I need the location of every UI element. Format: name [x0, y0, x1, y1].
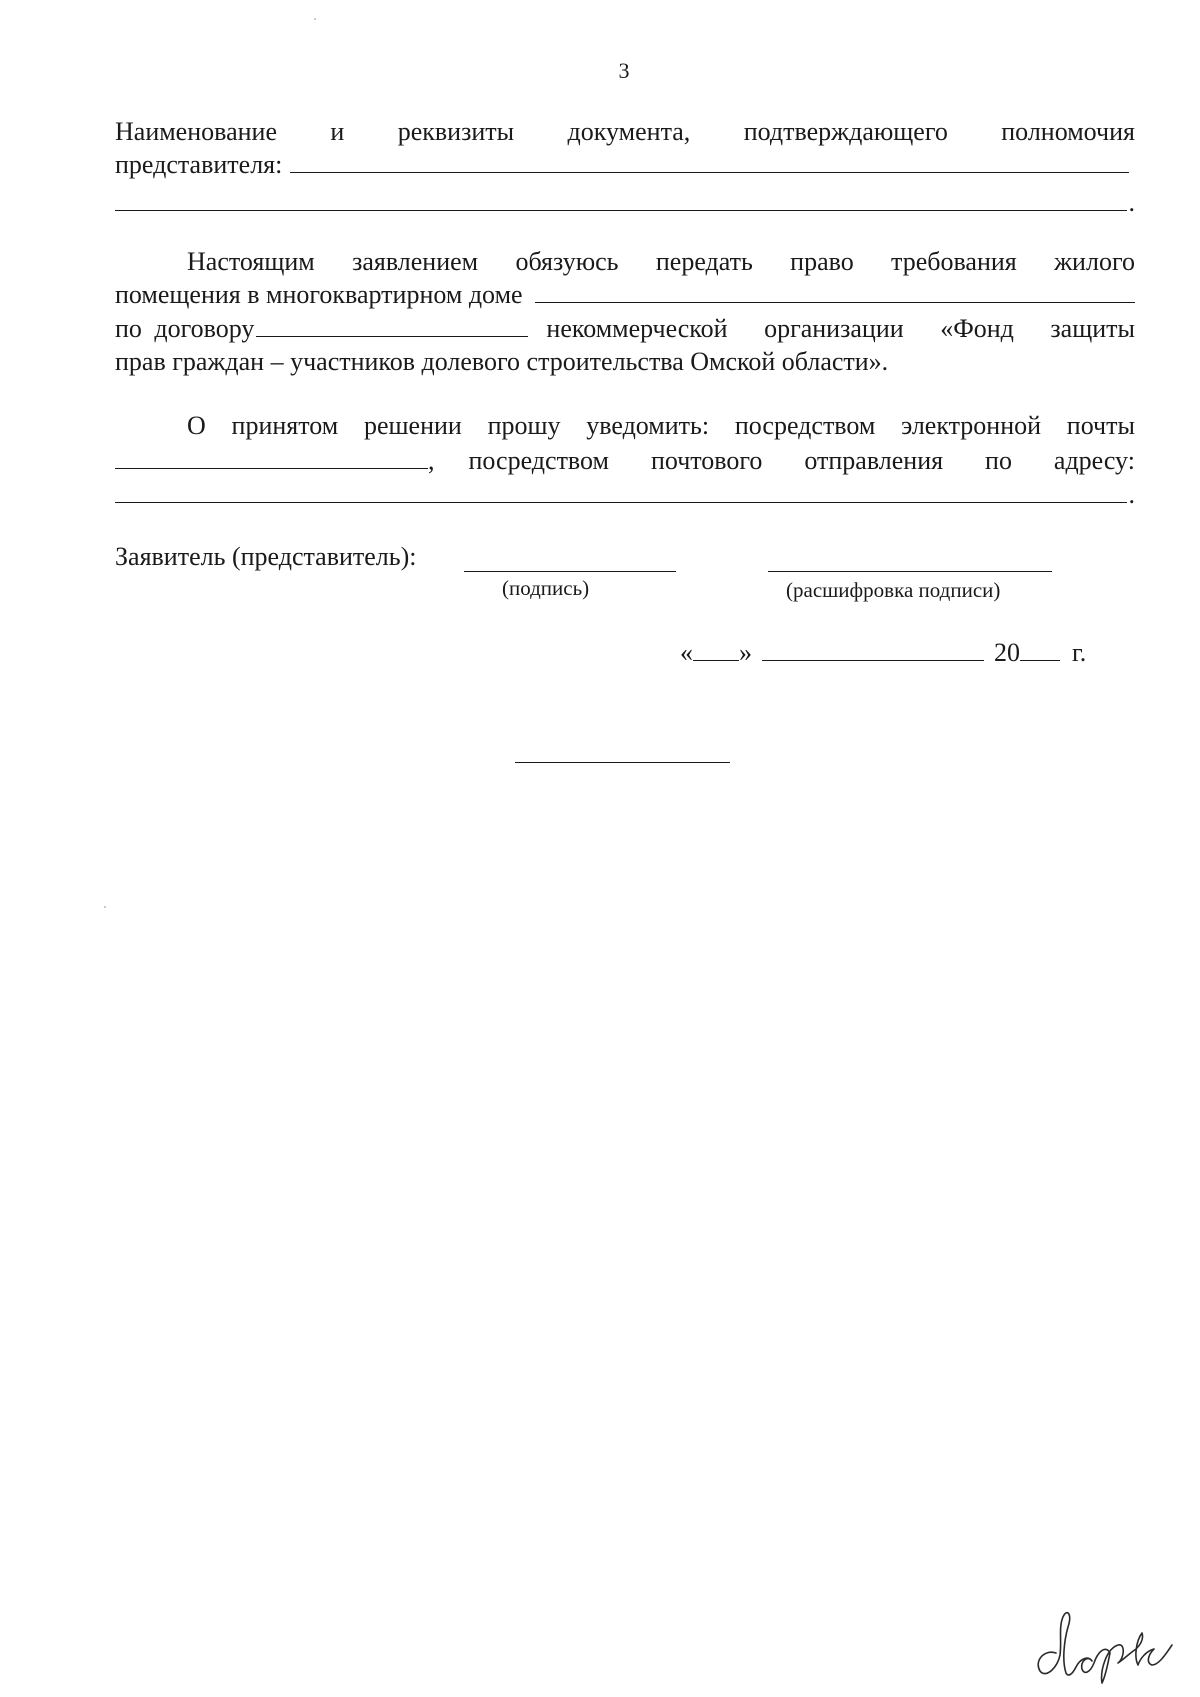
word: Настоящим [187, 247, 315, 276]
organization-words [546, 313, 1135, 345]
word: почтового [650, 446, 763, 475]
word: Наименование [115, 117, 277, 146]
signature-caption: (подпись) [502, 576, 590, 600]
handwritten-initials [1026, 1605, 1186, 1685]
contract-label: по договору [115, 314, 255, 343]
applicant-label: Заявитель (представитель): [115, 542, 417, 571]
word: документа, [567, 117, 691, 146]
word: некоммерческой [546, 314, 728, 343]
year-prefix: 20 [994, 638, 1020, 667]
word: адресу: [1053, 446, 1135, 475]
word: почты [1066, 411, 1135, 440]
word: подтверждающего [743, 117, 948, 146]
transcript-caption: (расшифровка подписи) [786, 578, 1001, 602]
commitment-line-3 [115, 312, 1135, 344]
word: передать [655, 247, 753, 276]
notification-line-1 [187, 410, 1135, 442]
transcript-blank[interactable] [768, 571, 1052, 572]
word: прошу [487, 411, 561, 440]
word: жилого [1054, 247, 1135, 276]
close-quote: » [739, 638, 752, 667]
postal-address-blank[interactable] [115, 478, 1127, 503]
representative-doc-line-2 [115, 148, 1135, 180]
commitment-line-1 [187, 246, 1135, 278]
scan-artifact [314, 18, 316, 20]
fund-name-text: прав граждан – участников долевого строительства Омской области». [115, 347, 889, 376]
word: «Фонд [940, 314, 1014, 343]
representative-doc-blank[interactable] [290, 148, 1129, 173]
word: право [790, 247, 854, 276]
building-address-blank[interactable] [535, 278, 1135, 303]
comma: , [428, 446, 435, 475]
scan-artifact [104, 906, 106, 908]
word: требования [891, 247, 1017, 276]
word: заявлением [352, 247, 479, 276]
representative-doc-line-3 [115, 186, 1135, 218]
word: по [985, 446, 1012, 475]
postal-words [469, 445, 1136, 477]
end-separator [515, 762, 730, 763]
word: уведомить: [586, 411, 710, 440]
word: посредством [734, 411, 876, 440]
notification-line-2 [115, 444, 1135, 476]
date-line [680, 636, 1135, 668]
page-number: 3 [618, 58, 630, 83]
year-suffix: г. [1072, 638, 1087, 667]
word: О [187, 411, 206, 440]
word: посредством [468, 446, 609, 475]
month-blank[interactable] [762, 636, 984, 661]
word: обязуюсь [515, 247, 619, 276]
word: организации [764, 314, 904, 343]
word: полномочия [1001, 117, 1135, 146]
end-mark: . [1128, 188, 1135, 217]
word: электронной [901, 411, 1042, 440]
word: защиты [1050, 314, 1135, 343]
word: и [330, 117, 345, 146]
contract-blank[interactable] [256, 312, 528, 337]
end-mark: . [1128, 480, 1135, 509]
signature-blank[interactable] [464, 571, 676, 572]
commitment-line-2 [115, 278, 1135, 310]
day-blank[interactable] [693, 636, 739, 661]
representative-doc-line-1 [115, 116, 1135, 148]
commitment-line-4 [115, 346, 1135, 378]
year-blank[interactable] [1020, 636, 1060, 661]
open-quote: « [680, 638, 693, 667]
word: принятом [231, 411, 339, 440]
representative-label: представителя: [115, 150, 283, 179]
apartment-building-text: помещения в многоквартирном доме [115, 280, 523, 309]
representative-doc-blank-2[interactable] [115, 186, 1127, 211]
word: отправления [804, 446, 944, 475]
notification-line-3 [115, 478, 1135, 510]
word: реквизиты [397, 117, 515, 146]
word: решении [363, 411, 462, 440]
email-blank[interactable] [115, 444, 428, 469]
